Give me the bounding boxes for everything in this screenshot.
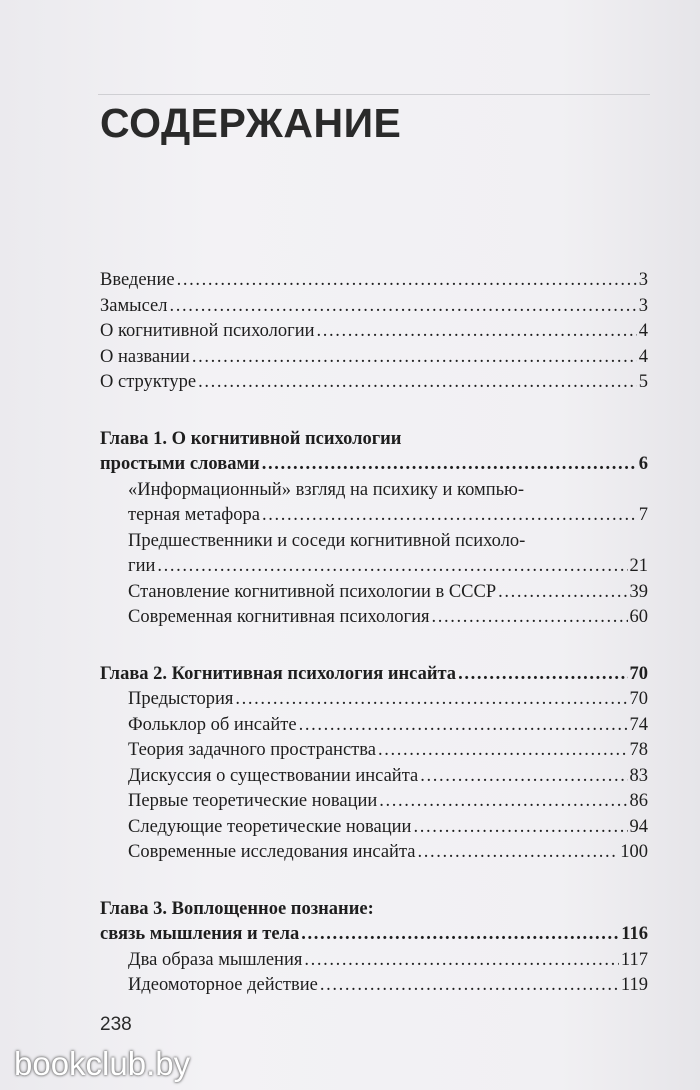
toc-entry bbox=[100, 973, 648, 999]
section-gap bbox=[100, 396, 648, 427]
toc-entry bbox=[100, 789, 648, 815]
toc-page-number: 119 bbox=[620, 975, 648, 995]
dot-leader bbox=[432, 605, 628, 631]
dot-leader bbox=[413, 815, 627, 841]
toc-entry-title: Становление когнитивной психологии в СССР bbox=[128, 581, 497, 602]
toc-chapter-entry bbox=[100, 427, 648, 453]
toc-entry-title: простыми словами bbox=[100, 454, 260, 474]
toc-entry-title: Введение bbox=[100, 270, 175, 290]
toc-page-number: 74 bbox=[629, 714, 648, 735]
toc-entry-title: Фольклор об инсайте bbox=[128, 714, 297, 735]
toc-entry-title: Дискуссия о существовании инсайта bbox=[128, 765, 419, 786]
dot-leader bbox=[235, 687, 627, 713]
toc-entry-title: Замысел bbox=[100, 295, 168, 316]
toc-page-number: 94 bbox=[629, 816, 648, 837]
toc-entry-title: Следующие теоретические новации bbox=[128, 816, 412, 837]
toc-entry bbox=[100, 554, 648, 580]
toc-entry-title: связь мышления и тела bbox=[100, 924, 300, 944]
toc-entry-title: О названии bbox=[100, 346, 190, 367]
section-gap bbox=[100, 866, 648, 897]
dot-leader bbox=[304, 948, 619, 974]
toc-page-number: 116 bbox=[621, 924, 648, 944]
toc-entry-title: Два образа мышления bbox=[128, 949, 303, 970]
toc-entry-title: Первые теоретические новации bbox=[128, 791, 378, 811]
toc-entry-title: О структуре bbox=[100, 372, 197, 392]
toc-page-number: 70 bbox=[629, 689, 648, 709]
toc-page-number: 3 bbox=[638, 295, 648, 316]
dot-leader bbox=[301, 922, 619, 948]
toc-entry-title: Теория задачного пространства bbox=[128, 740, 376, 760]
toc-entry bbox=[100, 529, 648, 555]
dot-leader bbox=[458, 662, 627, 688]
toc-chapter-entry bbox=[100, 452, 648, 478]
toc-page-number: 5 bbox=[638, 372, 648, 392]
toc-page-number: 78 bbox=[629, 740, 648, 760]
toc-entry bbox=[100, 948, 648, 974]
toc-entry bbox=[100, 713, 648, 739]
toc-entry bbox=[100, 370, 648, 396]
toc-page-number: 86 bbox=[629, 791, 648, 811]
toc-page-number: 6 bbox=[638, 454, 648, 474]
toc-entry-title: Глава 2. Когнитивная психология инсайта bbox=[100, 663, 457, 684]
toc-chapter-entry bbox=[100, 922, 648, 948]
toc-chapter-entry bbox=[100, 897, 648, 923]
toc-entry bbox=[100, 840, 648, 866]
page-title: СОДЕРЖАНИЕ bbox=[100, 100, 402, 146]
toc-entry bbox=[100, 605, 648, 631]
dot-leader bbox=[379, 789, 627, 815]
toc-entry-title: О когнитивной психологии bbox=[100, 321, 315, 341]
table-of-contents bbox=[100, 268, 648, 999]
section-gap bbox=[100, 631, 648, 662]
dot-leader bbox=[498, 580, 627, 606]
toc-entry bbox=[100, 319, 648, 345]
dot-leader bbox=[192, 345, 637, 371]
toc-page-number: 117 bbox=[620, 949, 648, 970]
dot-leader bbox=[378, 738, 628, 764]
toc-entry-title: Современная когнитивная психология bbox=[128, 607, 430, 627]
toc-entry bbox=[100, 815, 648, 841]
dot-leader bbox=[157, 554, 627, 580]
dot-leader bbox=[170, 294, 637, 320]
toc-entry-title: «Информационный» взгляд на психику и компью- bbox=[128, 479, 525, 500]
dot-leader bbox=[262, 452, 637, 478]
toc-entry bbox=[100, 580, 648, 606]
toc-entry bbox=[100, 738, 648, 764]
toc-entry-title: Предшественники и соседи когнитивной психоло- bbox=[128, 530, 526, 551]
dot-leader bbox=[420, 764, 627, 790]
toc-entry-title: Предыстория bbox=[128, 689, 234, 709]
toc-entry bbox=[100, 345, 648, 371]
dot-leader bbox=[177, 268, 637, 294]
toc-entry-title: терная метафора bbox=[128, 505, 260, 525]
toc-entry-title: Глава 1. О когнитивной психологии bbox=[100, 428, 402, 449]
watermark-logo: bookclub.by bbox=[14, 1045, 191, 1082]
toc-page-number: 39 bbox=[629, 581, 648, 602]
dot-leader bbox=[417, 840, 618, 866]
dot-leader bbox=[320, 973, 619, 999]
toc-page-number: 21 bbox=[629, 556, 648, 576]
toc-entry bbox=[100, 268, 648, 294]
toc-page-number: 100 bbox=[620, 842, 648, 862]
toc-page-number: 70 bbox=[629, 663, 648, 684]
running-header-rule bbox=[98, 94, 650, 95]
toc-page-number: 60 bbox=[629, 607, 648, 627]
toc-entry bbox=[100, 503, 648, 529]
dot-leader bbox=[299, 713, 628, 739]
toc-entry-title: Современные исследования инсайта bbox=[128, 842, 416, 862]
toc-entry bbox=[100, 478, 648, 504]
toc-page-number: 83 bbox=[629, 765, 648, 786]
toc-page-number: 4 bbox=[638, 346, 648, 367]
toc-entry-title: Идеомоторное действие bbox=[128, 975, 318, 995]
toc-entry bbox=[100, 294, 648, 320]
toc-page-number: 3 bbox=[638, 270, 648, 290]
dot-leader bbox=[198, 370, 637, 396]
dot-leader bbox=[317, 319, 637, 345]
toc-entry-title: Глава 3. Воплощенное познание: bbox=[100, 898, 374, 919]
toc-entry bbox=[100, 687, 648, 713]
toc-entry bbox=[100, 764, 648, 790]
dot-leader bbox=[262, 503, 637, 529]
toc-chapter-entry bbox=[100, 662, 648, 688]
toc-page-number: 4 bbox=[638, 321, 648, 341]
toc-page-number: 7 bbox=[638, 505, 648, 525]
toc-entry-title: гии bbox=[128, 556, 156, 576]
page-number: 238 bbox=[100, 1014, 132, 1035]
